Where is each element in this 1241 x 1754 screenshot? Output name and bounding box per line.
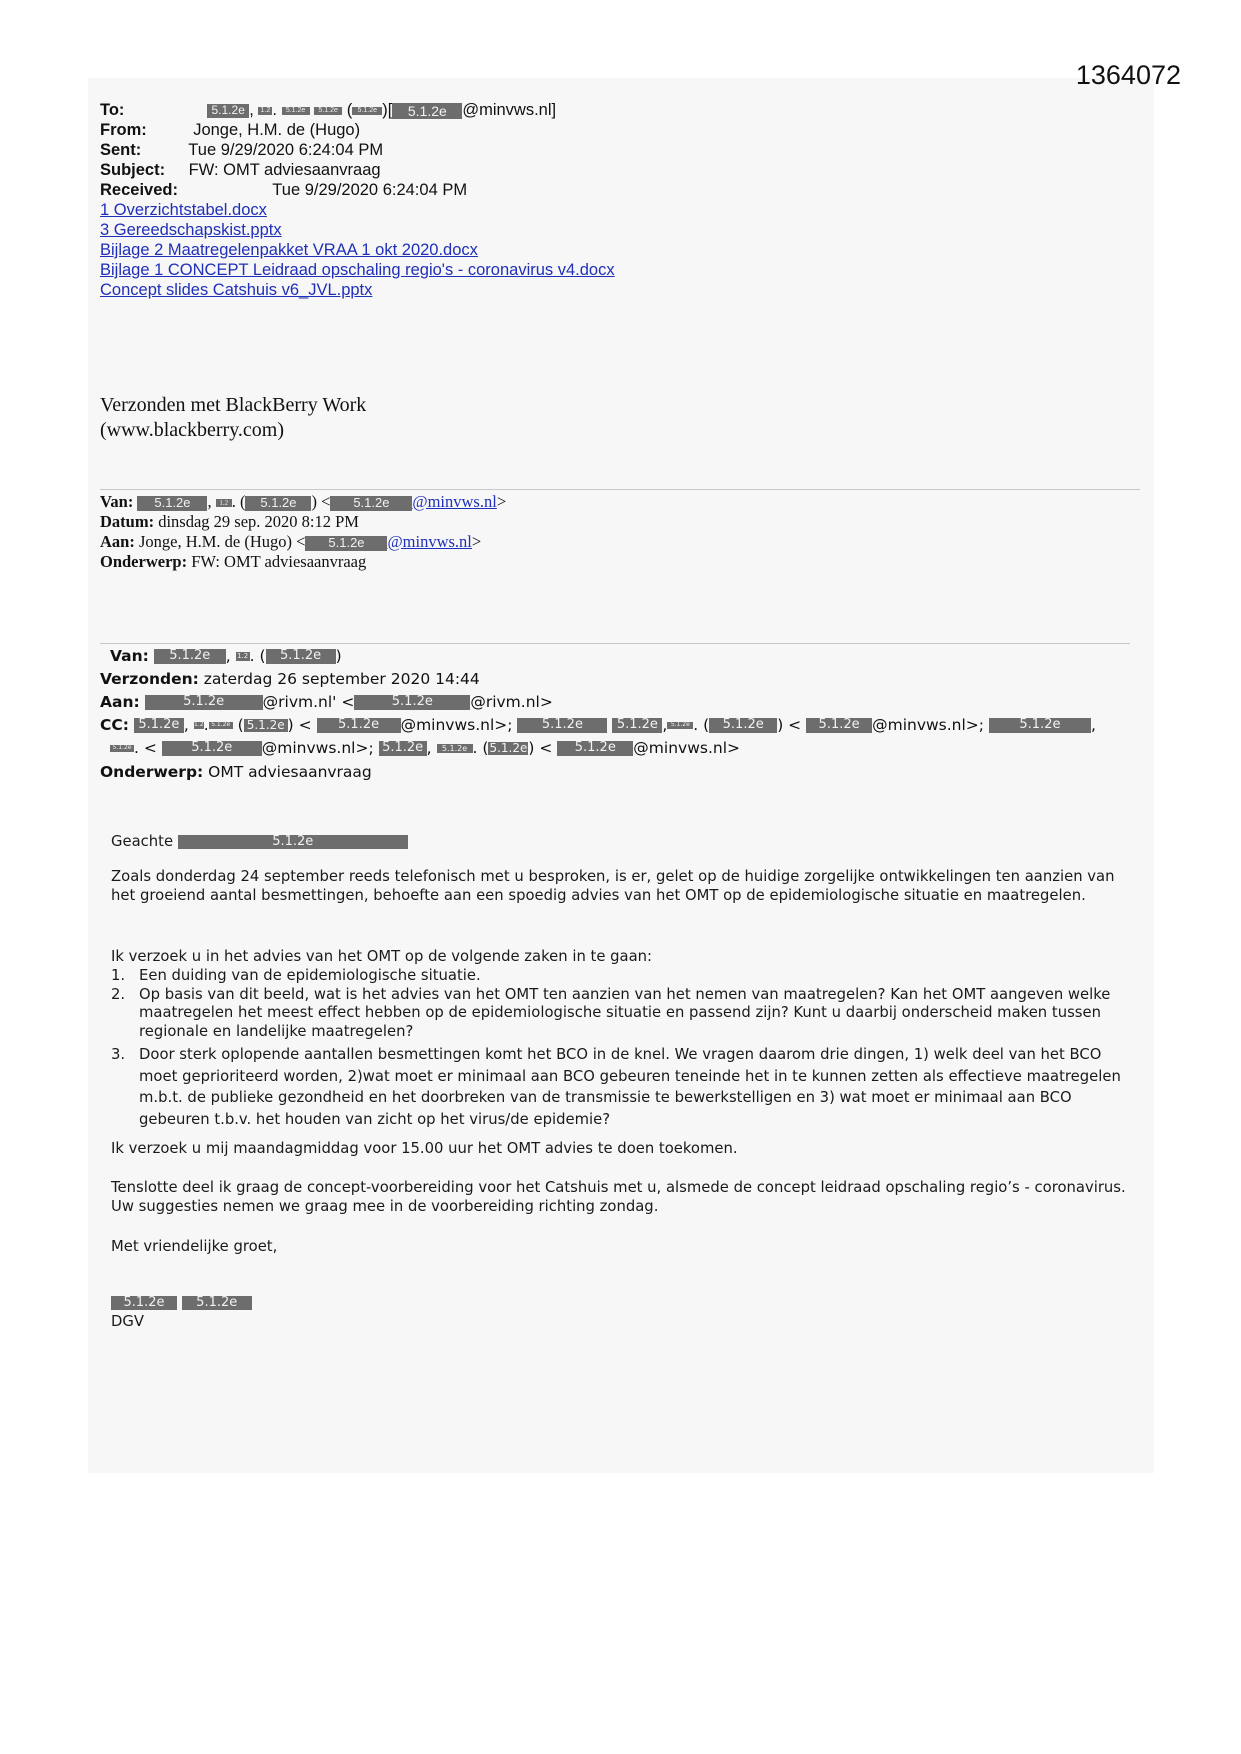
- redaction-block: 5.1.2e: [437, 744, 473, 753]
- received-value: Tue 9/29/2020 6:24:04 PM: [272, 181, 468, 199]
- aan-label: Aan:: [100, 693, 140, 711]
- email3-cc-row: CC: 5.1.2e , 1.2. 5.1.2e ( 5.1.2e ) < 5.1.2e @minvws.nl>; 5.1.2e 5.1.2e , 5.1.2e . ( 5.1.2e ) < 5.1.2e @minvws.nl>; 5.1.2e ,: [100, 716, 1096, 734]
- datum-label: Datum:: [100, 512, 155, 531]
- redaction-block: 1.2: [258, 107, 272, 115]
- redaction-block: 5.1.2e: [612, 718, 662, 733]
- email3-cc-row-2: 5.1.2e . < 5.1.2e @minvws.nl>; 5.1.2e , 5.1.2e . (5.1.2e) < 5.1.2e @minvws.nl>: [110, 739, 740, 757]
- request-list: [111, 967, 1131, 1130]
- email3-onderwerp-row: [100, 763, 372, 781]
- redaction-block: 5.1.2e: [806, 718, 872, 733]
- redaction-block: 5.1.2e: [110, 745, 134, 752]
- separator: .: [272, 101, 277, 119]
- email1-to-row: [100, 101, 556, 120]
- onderwerp-label: Onderwerp:: [100, 552, 188, 571]
- list-item: [111, 986, 1131, 1042]
- signature-line: Verzonden met BlackBerry Work: [100, 394, 367, 416]
- separator: ): [335, 647, 342, 665]
- redaction-block: 5.1.2e: [137, 496, 207, 511]
- redaction-block: 5.1.2e: [162, 741, 262, 756]
- redaction-block: 5.1.2e: [178, 835, 408, 850]
- to-domain: @minvws.nl]: [462, 101, 557, 119]
- redaction-block: 1.2: [216, 499, 232, 507]
- separator: >: [496, 492, 507, 511]
- list-item: [111, 1044, 1131, 1130]
- separator: ) <: [311, 492, 331, 511]
- received-label: Received:: [100, 181, 178, 199]
- body-paragraph: Tenslotte deel ik graag de concept-voorbereiding voor het Catshuis met u, alsmede de concept leidraad opschaling regio’s - coronavirus. Uw suggesties nemen we graag mee in de voorbereiding richting zondag.: [111, 1179, 1126, 1215]
- cc-label: CC:: [100, 716, 129, 734]
- aan-address: @rivm.nl>: [470, 693, 553, 711]
- separator: . (: [249, 647, 266, 665]
- body-paragraph: Zoals donderdag 24 september reeds telefonisch met u besproken, is er, gelet op de huidige zorgelijke ontwikkelingen ten aanzien van het groeiend aantal besmettingen, behoefte aan een spoedig advies van het OMT op de epidemiologische situatie en maatregelen.: [111, 868, 1115, 904]
- redaction-block: 5.1.2e: [314, 107, 342, 115]
- list-text: Op basis van dit beeld, wat is het advies van het OMT ten aanzien van het nemen van maatregelen? Kan het OMT aangeven welke maatregelen het meest effect hebben op de epidemiologische situatie en passend zijn? Kunt u daarbij onderscheid maken tussen regionale en landelijke maatregelen?: [139, 985, 1111, 1040]
- verzonden-label: Verzonden:: [100, 670, 199, 688]
- list-number: 2.: [111, 985, 126, 1003]
- redaction-block: 5.1.2e: [517, 718, 607, 733]
- redaction-block: 1.2: [237, 652, 249, 661]
- verzonden-value: zaterdag 26 september 2020 14:44: [203, 670, 480, 688]
- from-value: Jonge, H.M. de (Hugo): [193, 121, 361, 139]
- email1-received-row: [100, 181, 467, 200]
- divider: [100, 643, 1130, 644]
- cc-address: @minvws.nl>;: [261, 739, 374, 757]
- redaction-block: 5.1.2e: [245, 496, 311, 511]
- redaction-block: 5.1.2e: [111, 1296, 177, 1311]
- subject-value: FW: OMT adviesaanvraag: [188, 161, 381, 179]
- document-number: 1364072: [1075, 60, 1181, 90]
- redaction-block: 5.1.2e: [352, 107, 382, 115]
- email2-datum-row: [100, 512, 359, 532]
- body-paragraph: Ik verzoek u mij maandagmiddag voor 15.00 uur het OMT advies te doen toekomen.: [111, 1140, 738, 1157]
- email2-van-row: [100, 492, 506, 512]
- email-link[interactable]: @minvws.nl: [387, 532, 472, 551]
- attachment-link[interactable]: 3 Gereedschapskist.pptx: [100, 221, 282, 239]
- redaction-block: 5.1.2e: [154, 649, 226, 664]
- redaction-block: 5.1.2e: [379, 741, 427, 756]
- redaction-block: 5.1.2e: [209, 722, 233, 729]
- list-text: Door sterk oplopende aantallen besmettingen komt het BCO in de knel. We vragen daarom drie dingen, 1) welk deel van het BCO moet geprioriteerd worden, 2)wat moet er minimaal aan BCO gebeuren teneinde het in te kunnen zetten als effectieve maatregelen m.b.t. de publieke gezondheid en het doorbreken van de transmissie te bewerkstelligen en 3) wat moet er minimaal aan BCO gebeuren t.b.v. het houden van zicht op het virus/de epidemie?: [139, 1046, 1121, 1128]
- redaction-block: 5.1.2e: [207, 104, 249, 118]
- signature-url: (www.blackberry.com): [100, 419, 284, 441]
- subject-label: Subject:: [100, 161, 166, 179]
- aan-label: Aan:: [100, 532, 135, 551]
- redaction-block: 5.1.2e: [266, 649, 336, 664]
- redaction-block: 5.1.2e: [244, 719, 288, 733]
- separator: )[: [382, 101, 393, 119]
- datum-value: dinsdag 29 sep. 2020 8:12 PM: [158, 512, 359, 531]
- redaction-block: 1.2: [193, 721, 204, 729]
- list-text: Een duiding van de epidemiologische situatie.: [139, 967, 481, 984]
- from-label: From:: [100, 121, 147, 139]
- signature-org: DGV: [111, 1313, 144, 1330]
- redaction-block: 5.1.2e: [392, 103, 462, 119]
- email3-van-row: [110, 647, 342, 665]
- separator: ,: [207, 492, 212, 511]
- email1-subject-row: [100, 161, 381, 180]
- to-label: To:: [100, 101, 125, 119]
- redaction-block: 5.1.2e: [667, 722, 693, 729]
- redaction-block: 5.1.2e: [134, 718, 184, 733]
- redaction-block: 5.1.2e: [182, 1296, 252, 1311]
- attachment-link[interactable]: Concept slides Catshuis v6_JVL.pptx: [100, 281, 373, 299]
- body-paragraph: Ik verzoek u in het advies van het OMT op de volgende zaken in te gaan:: [111, 948, 653, 965]
- aan-address: @rivm.nl' <: [262, 693, 355, 711]
- greeting: [111, 833, 408, 852]
- cc-address: @minvws.nl>;: [872, 716, 985, 734]
- van-label: Van:: [100, 492, 134, 511]
- separator: . (: [231, 492, 246, 511]
- redaction-block: 5.1.2e: [709, 718, 777, 733]
- van-label: Van:: [110, 647, 149, 665]
- sent-label: Sent:: [100, 141, 142, 159]
- cc-address: @minvws.nl>;: [400, 716, 513, 734]
- redaction-block: 5.1.2e: [305, 536, 387, 551]
- list-item: [111, 967, 1131, 986]
- closing: Met vriendelijke groet,: [111, 1238, 278, 1255]
- email-link[interactable]: @minvws.nl: [412, 492, 497, 511]
- onderwerp-value: FW: OMT adviesaanvraag: [191, 552, 367, 571]
- email3-aan-row: [100, 693, 553, 711]
- separator: >: [471, 532, 482, 551]
- signature-name: [111, 1294, 252, 1313]
- divider: [100, 489, 1140, 490]
- redaction-block: 5.1.2e: [557, 741, 633, 756]
- redaction-block: 5.1.2e: [489, 740, 528, 755]
- email3-verzonden-row: [100, 670, 480, 688]
- cc-address: @minvws.nl>: [633, 739, 740, 757]
- redaction-block: 5.1.2e: [145, 695, 263, 710]
- separator: ,: [225, 647, 231, 665]
- attachment-link[interactable]: Bijlage 2 Maatregelenpakket VRAA 1 okt 2020.docx: [100, 241, 478, 259]
- redaction-block: 5.1.2e: [282, 107, 310, 115]
- redaction-block: 5.1.2e: [354, 695, 470, 710]
- attachment-link[interactable]: 1 Overzichtstabel.docx: [100, 201, 267, 219]
- aan-value: Jonge, H.M. de (Hugo) <: [138, 532, 306, 551]
- separator: ,: [249, 101, 254, 119]
- list-number: 3.: [111, 1046, 126, 1063]
- separator: (: [346, 101, 353, 119]
- redaction-block: 5.1.2e: [989, 718, 1091, 733]
- redaction-block: 5.1.2e: [317, 718, 401, 733]
- list-number: 1.: [111, 967, 126, 984]
- attachment-link[interactable]: Bijlage 1 CONCEPT Leidraad opschaling regio's - coronavirus v4.docx: [100, 261, 615, 279]
- onderwerp-label: Onderwerp:: [100, 763, 204, 781]
- email2-aan-row: [100, 532, 481, 552]
- onderwerp-value: OMT adviesaanvraag: [208, 763, 372, 781]
- redaction-block: 5.1.2e: [330, 496, 412, 511]
- sent-value: Tue 9/29/2020 6:24:04 PM: [188, 141, 384, 159]
- email1-from-row: [100, 121, 360, 140]
- greeting-text: Geachte: [111, 833, 174, 850]
- email1-sent-row: [100, 141, 383, 160]
- email2-onderwerp-row: [100, 552, 366, 572]
